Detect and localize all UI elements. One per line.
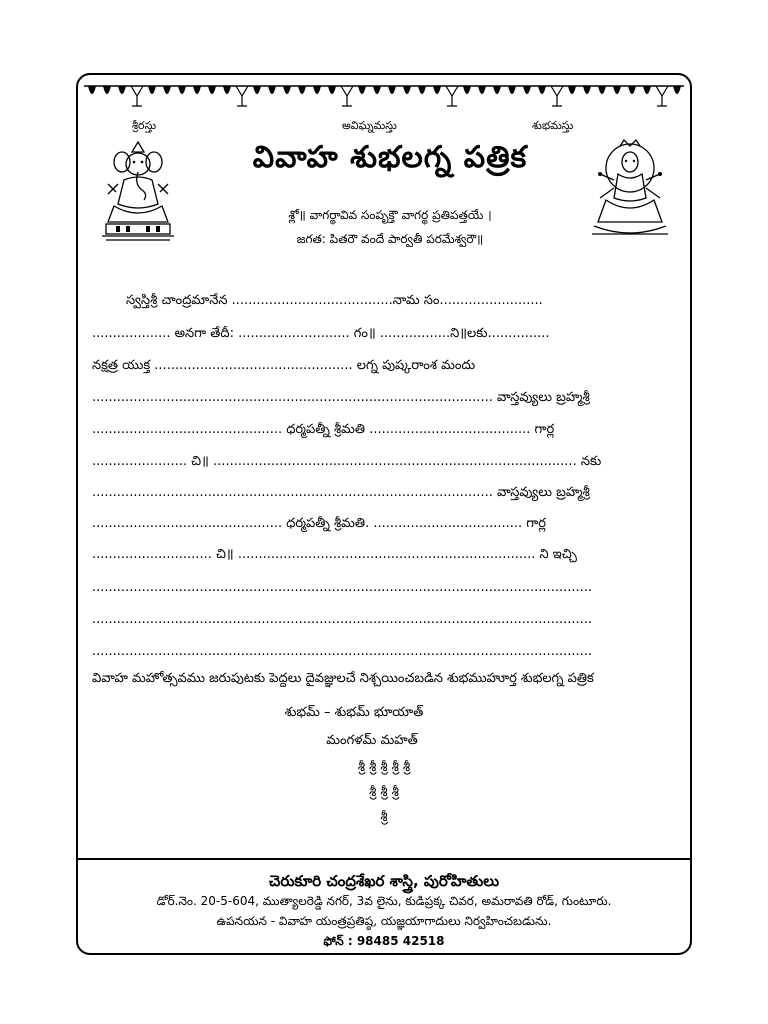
footer-services: ఉపనయన - వివాహ యంత్రప్రతిష్ఠ, యజ్ఞయాగాదులు నిర్వహించబడును. [216, 914, 552, 928]
blessing-center: అవిఘ్నమస్తు [342, 119, 397, 132]
form-line: ................... అనగా తేదీ: ........................... గం॥ .................ని॥లకు............... [92, 326, 550, 341]
sloka-line-2: జగత: పితరౌ వందే పార్వతీ పరమేశ్వరౌ॥ [296, 232, 484, 246]
form-line: ....................... చి॥ ........................................................................................ నకు [92, 454, 602, 469]
ganesha-illustration [96, 136, 180, 246]
form-line: ......................................................................................................................... [92, 644, 593, 659]
form-line: .............................................. ధర్మపత్నీ శ్రీమతి. .................................... గార్ల [92, 516, 546, 531]
closing-line: శ్రీ శ్రీ శ్రీ శ్రీ శ్రీ [357, 760, 411, 775]
document-title: వివాహ శుభలగ్న పత్రిక [252, 140, 528, 175]
footer-address: డోర్.నెం. 20-5-604, ముత్యాలరెడ్డి నగర్, 3వ లైను, కుడిప్రక్క చివర, అమరావతి రోడ్, గుంటూరు. [156, 894, 612, 908]
form-line: స్వస్తిశ్రీ చాంద్రమానేన .......................................నామ సం......................... [126, 293, 543, 308]
closing-line: శ్రీ శ్రీ శ్రీ [369, 785, 399, 800]
blessing-left: శ్రీరస్తు [132, 119, 157, 132]
form-line: ............................. చి॥ ........................................................................ ని ఇచ్చి [92, 547, 577, 562]
sloka-line-1: శ్లో॥ వాగర్థావివ సంపృక్తౌ వాగర్థ ప్రతిపత్తయే । [288, 208, 492, 222]
parvati-illustration [584, 138, 676, 248]
form-line: ......................................................................................................................... [92, 580, 593, 595]
footer-phone: ఫోన్ : 98485 42518 [323, 934, 445, 948]
decorative-garland [84, 80, 684, 114]
blessing-right: శుభమస్తు [532, 119, 574, 132]
form-line: నక్షత్ర యుక్త ................................................ లగ్న పుష్కరాంశ మందు [92, 358, 476, 373]
footer-divider [78, 858, 690, 860]
closing-line: శుభమ్ – శుభమ్ భూయాత్ [284, 705, 424, 720]
closing-line: మంగళమ్ మహత్ [326, 733, 418, 748]
form-line: వివాహ మహోత్సవము జరుపుటకు పెద్దలు దైవజ్ఞులచే నిశ్చయించబడిన శుభముహూర్త శుభలగ్న పత్రిక [92, 671, 594, 686]
form-line: ......................................................................................................................... [92, 612, 593, 627]
closing-line: శ్రీ [380, 810, 388, 825]
form-line: ................................................................................................. వాస్తవ్యులు బ్రహ్మశ్రీ [92, 390, 590, 405]
form-line: .............................................. ధర్మపత్నీ శ్రీమతి ....................................... గార్ల [92, 422, 555, 437]
form-line: ................................................................................................. వాస్తవ్యులు బ్రహ్మశ్రీ [92, 485, 590, 500]
priest-name: చెరుకూరి చంద్రశేఖర శాస్త్రి, పురోహితులు [268, 872, 500, 890]
